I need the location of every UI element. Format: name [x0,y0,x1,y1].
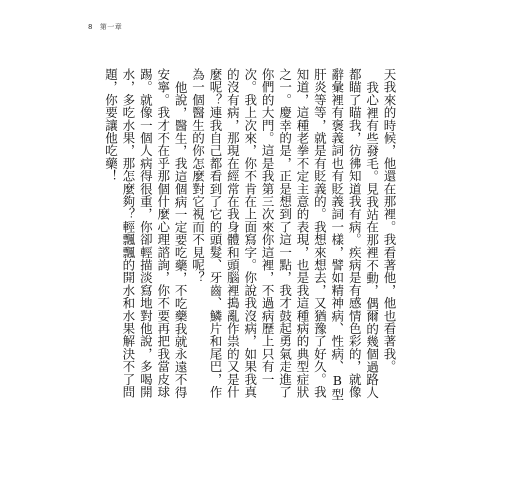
page-number: 8 [88,23,93,31]
body-text [102,68,398,408]
paragraph-1: 天我來的時候，他還在那裡。我看著他，他也看著我。 [382,68,397,373]
chapter-title: 第一章 [99,23,123,31]
running-head [88,22,122,32]
paragraph-2: 我心裡有些發毛。見我站在那裡不動，偶爾的幾個過路人都瞄了瞄我，彷彿知道我有病。疾病是有感情色彩的，就像辭彙裡有褒義詞也有貶義詞一樣，譬如精神病、性病、B型肝炎等等，就是有貶義的。我想來想去，又猶豫了好久。我知道，這種老拳不定主意的表現，也是我這種病的典型症狀之一。慶幸的是，正是想到了這一點，我才鼓起勇氣走進了你們的大門。這是我第三次來你這裡，不過病歷上只有一次。我上次來，你不肯在上面寫字。你說我沒病，如果我真的沒有病，那現在經常在我身體和頭腦裡搗亂作祟的又是什麼呢？連我自己都看到了它的頭髮、牙齒、鱗片和尾巴，作為一個醫生的你怎麼對它視而不見呢？ [190,68,380,401]
paragraph-3: 他說，醫生，我這個病一定要吃藥，不吃藥我就永遠不得安寧。我才不在乎那個什麼心理諮詢，你不要再把我當皮球踢。就像一個人病得很重，你卻輕描淡寫地對他說，多喝開水，多吃水果，那怎麼夠？輕飄飄的開水和水果解決不了問題，你要讓他吃藥！ [103,68,189,399]
